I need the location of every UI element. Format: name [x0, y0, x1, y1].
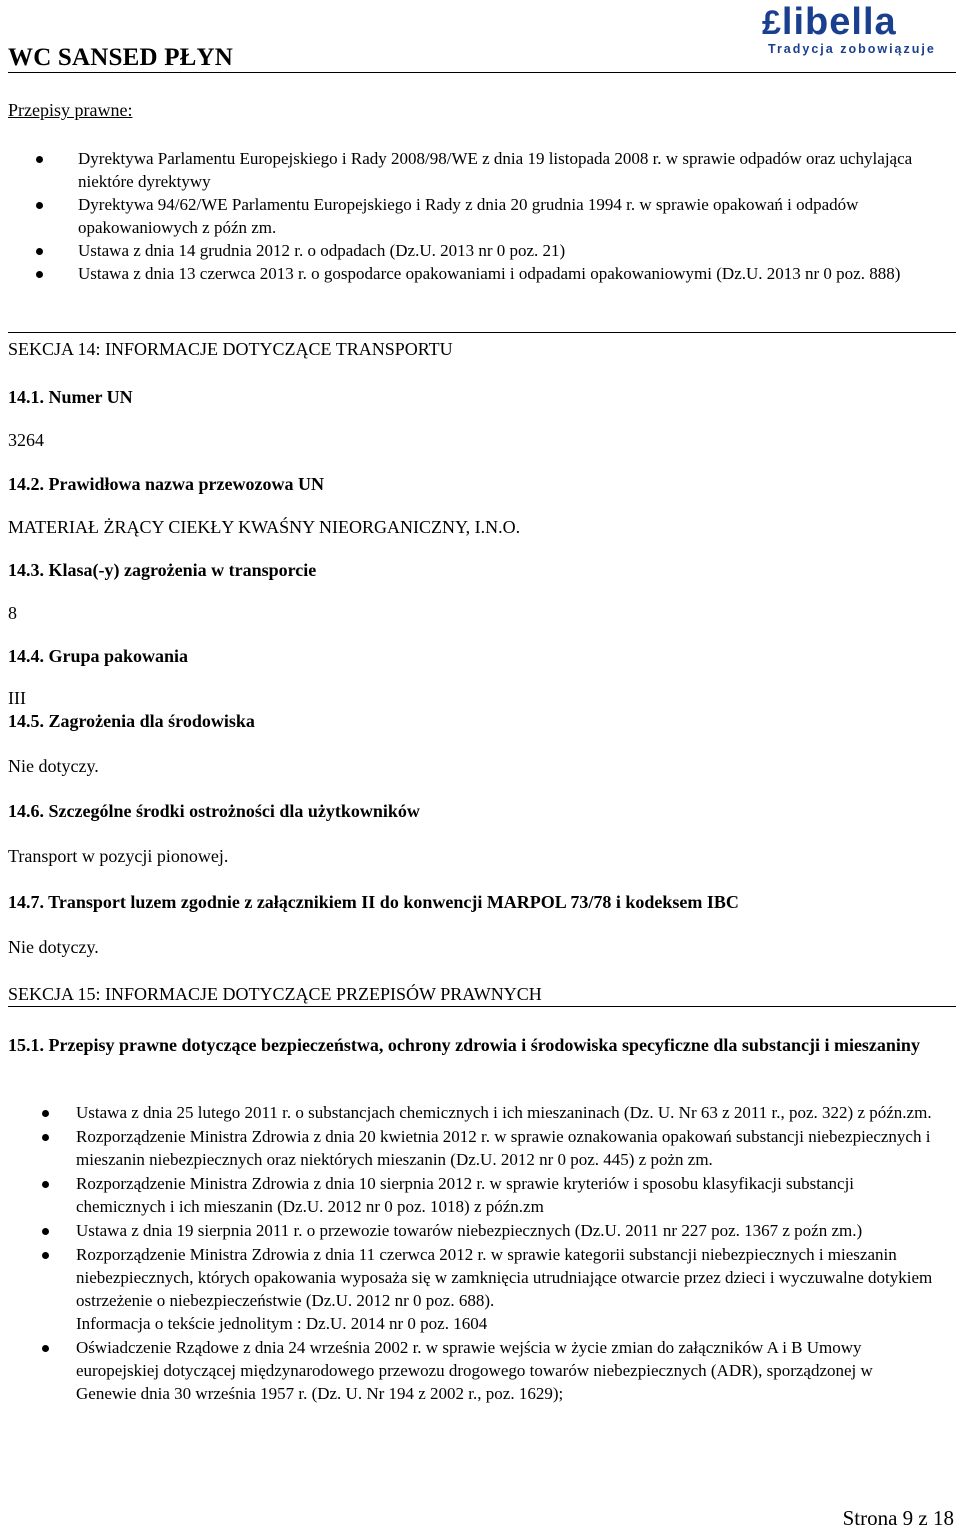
list-item: Rozporządzenie Ministra Zdrowia z dnia 11 czerwca 2012 r. w sprawie kategorii substancji niebezpiecznych i mieszanin niebezpiecznych, których opakowania wyposaża się w zamknięcia utrudniające otwarcie przez dzieci i wyczuwalne dotykiem ostrzeżenie o niebezpieczeństwie (Dz.U. 2012 nr 0 poz. 688). Informacja o tekście jednolitym : Dz.U. 2014 nr 0 poz. 1604 [0, 1243, 936, 1335]
bullet-icon [36, 156, 43, 163]
logo-wordmark: £libella [762, 1, 897, 43]
list-item: Ustawa z dnia 14 grudnia 2012 r. o odpadach (Dz.U. 2013 nr 0 poz. 21) [0, 239, 958, 262]
environmental-hazards-value: Nie dotyczy. [8, 756, 99, 776]
bullet-icon [42, 1228, 49, 1235]
document-title: WC SANSED PŁYN [8, 44, 234, 71]
list-item: Dyrektywa Parlamentu Europejskiego i Rady 2008/98/WE z dnia 19 listopada 2008 r. w sprawie odpadów oraz uchylająca niektóre dyrektywy [0, 147, 958, 193]
section-14-4-heading: 14.4. Grupa pakowania [8, 646, 189, 666]
section-14-1-heading: 14.1. Numer UN [8, 387, 133, 407]
list-item: Ustawa z dnia 13 czerwca 2013 r. o gospodarce opakowaniami i odpadami opakowaniowymi (Dz.U. 2013 nr 0 poz. 888) [0, 262, 958, 285]
section-14-3-heading: 14.3. Klasa(-y) zagrożenia w transporcie [8, 560, 317, 580]
list-item: Oświadczenie Rządowe z dnia 24 września 2002 r. w sprawie wejścia w życie zmian do załączników A i B Umowy europejskiej dotyczącej międzynarodowego przewozu drogowego towarów niebezpiecznych (ADR), sporządzonej w Genewie dnia 30 września 1957 r. (Dz. U. Nr 194 z 2002 r., poz. 1629); [0, 1336, 936, 1405]
marpol-value: Nie dotyczy. [8, 937, 99, 957]
section-14-divider [8, 332, 956, 333]
libella-logo [762, 2, 958, 64]
section-14-5-heading: 14.5. Zagrożenia dla środowiska [8, 711, 255, 731]
list-item: Ustawa z dnia 19 sierpnia 2011 r. o przewozie towarów niebezpiecznych (Dz.U. 2011 nr 227 poz. 1367 z poźn zm.) [0, 1219, 936, 1242]
list-item: Dyrektywa 94/62/WE Parlamentu Europejskiego i Rady z dnia 20 grudnia 1994 r. w sprawie opakowań i odpadów opakowaniowych z późn zm. [0, 193, 958, 239]
przepisy-prawne-label: Przepisy prawne: [8, 100, 133, 120]
section-14-2-heading: 14.2. Prawidłowa nazwa przewozowa UN [8, 474, 324, 494]
bullet-icon [36, 248, 43, 255]
list-item: Rozporządzenie Ministra Zdrowia z dnia 20 kwietnia 2012 r. w sprawie oznakowania opakowań substancji niebezpiecznych i mieszanin niebezpiecznych oraz niektórych mieszanin (Dz.U. 2012 nr 0 poz. 445) z pożn zm. [0, 1125, 936, 1171]
list-item: Ustawa z dnia 25 lutego 2011 r. o substancjach chemicznych i ich mieszaninach (Dz. U. Nr 63 z 2011 r., poz. 322) z późn.zm. [0, 1101, 936, 1124]
un-shipping-name-value: MATERIAŁ ŻRĄCY CIEKŁY KWAŚNY NIEORGANICZNY, I.N.O. [8, 517, 521, 537]
consolidated-text-note: Informacja o tekście jednolitym : Dz.U. 2014 nr 0 poz. 1604 [76, 1314, 488, 1333]
special-precautions-value: Transport w pozycji pionowej. [8, 846, 229, 866]
header-divider [8, 72, 956, 73]
bullet-icon [42, 1134, 49, 1141]
bullet-icon [36, 271, 43, 278]
bullet-icon [42, 1110, 49, 1117]
bullet-icon [42, 1252, 49, 1259]
section-15-regulations-list [0, 1101, 936, 1406]
section-14-title: SEKCJA 14: INFORMACJE DOTYCZĄCE TRANSPORTU [8, 339, 453, 359]
section-14-7-heading: 14.7. Transport luzem zgodnie z załącznikiem II do konwencji MARPOL 73/78 i kodeksem IBC [8, 892, 739, 912]
list-item: Rozporządzenie Ministra Zdrowia z dnia 10 sierpnia 2012 r. w sprawie kryteriów i sposobu klasyfikacji substancji chemicznych i ich mieszanin (Dz.U. 2012 nr 0 poz. 1018) z późn.zm [0, 1172, 936, 1218]
section-15-1-heading: 15.1. Przepisy prawne dotyczące bezpieczeństwa, ochrony zdrowia i środowiska specyficzne dla substancji i mieszaniny [8, 1035, 920, 1055]
section-15-title: SEKCJA 15: INFORMACJE DOTYCZĄCE PRZEPISÓW PRAWNYCH [8, 984, 542, 1004]
bullet-icon [42, 1345, 49, 1352]
bullet-icon [42, 1181, 49, 1188]
bullet-icon [36, 202, 43, 209]
logo-tagline: Tradycja zobowiązuje [768, 42, 936, 56]
hazard-class-value: 8 [8, 603, 17, 623]
page-number: Strona 9 z 18 [842, 1506, 954, 1530]
przepisy-prawne-list [0, 147, 958, 285]
packing-group-value: III [8, 688, 26, 708]
un-number-value: 3264 [8, 430, 44, 450]
logo-l-icon: £ [762, 4, 782, 42]
section-14-6-heading: 14.6. Szczególne środki ostrożności dla użytkowników [8, 801, 420, 821]
section-15-divider [8, 1006, 956, 1007]
